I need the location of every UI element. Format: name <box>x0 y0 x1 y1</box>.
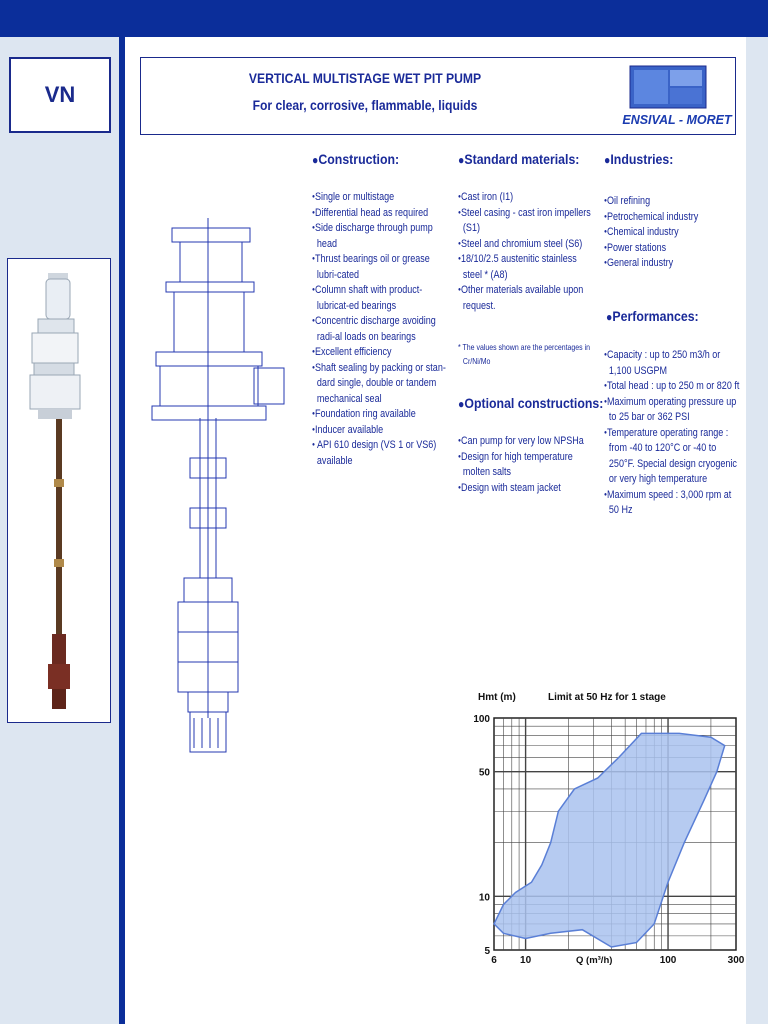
chart-xlabel: Q (m³/h) <box>576 955 613 966</box>
materials-note <box>458 340 606 368</box>
list-item: ● Other materials available upon request. <box>458 283 597 314</box>
note-line: Cr/Ni/Mo <box>462 356 491 366</box>
performances-heading: ●Performances: <box>606 308 699 324</box>
pump-photo-illustration <box>8 259 112 724</box>
industries-list <box>604 194 743 272</box>
list-item: ● Maximum operating pressure up to 25 bar or 362 PSI <box>604 395 743 426</box>
list-item: ● Design for high temperature molten salts <box>458 450 597 481</box>
model-code: VN <box>44 82 76 107</box>
top-banner <box>0 0 768 37</box>
list-item: ● General industry <box>604 256 743 272</box>
list-item: ● Total head : up to 250 m or 820 ft <box>604 379 743 395</box>
list-item: ● Shaft sealing by packing or stan-dard single, double or tandem mechanical seal <box>312 361 451 408</box>
materials-list <box>458 190 597 314</box>
list-item: ● Differential head as required <box>312 206 451 222</box>
chart-x-tick-label: 100 <box>659 955 677 966</box>
list-item: ● Inducer available <box>312 423 451 439</box>
list-item: ● Steel casing - cast iron impellers (S1) <box>458 206 597 237</box>
performance-chart-svg <box>470 688 750 978</box>
construction-heading: ●Construction: <box>312 151 400 167</box>
chart-y-tick-label: 50 <box>478 767 490 779</box>
construction-title: Construction: <box>318 151 400 167</box>
list-item: ● Single or multistage <box>312 190 451 206</box>
list-item: ● Maximum speed : 3,000 rpm at 50 Hz <box>604 488 743 519</box>
optional-list <box>458 434 597 496</box>
company-logo <box>620 62 734 130</box>
list-item: ● Power stations <box>604 241 743 257</box>
optional-heading: ●Optional constructions: <box>458 395 604 411</box>
list-item: ● Excellent efficiency <box>312 345 451 361</box>
chart-x-tick-label: 300 <box>727 955 745 966</box>
list-item: ● Petrochemical industry <box>604 210 743 226</box>
list-item: ● Thrust bearings oil or grease lubri-cated <box>312 252 451 283</box>
chart-x-tick-label: 10 <box>520 955 532 966</box>
industries-heading: ●Industries: <box>604 151 674 167</box>
list-item: ● Oil refining <box>604 194 743 210</box>
list-item: ● Capacity : up to 250 m3/h or 1,100 USGPM <box>604 348 743 379</box>
chart-ylabel: Hmt (m) <box>478 692 516 703</box>
list-item: ● 18/10/2.5 austenitic stainless steel * (A8) <box>458 252 597 283</box>
page-subtitle: For clear, corrosive, flammable, liquids <box>252 98 478 113</box>
list-item: ● Foundation ring available <box>312 407 451 423</box>
list-item: ● Column shaft with product-lubricat-ed bearings <box>312 283 451 314</box>
performances-list <box>604 348 743 519</box>
construction-list <box>312 190 451 469</box>
list-item: ● Can pump for very low NPSHa <box>458 434 597 450</box>
materials-title: Standard materials: <box>464 151 580 167</box>
pump-cross-section-drawing <box>150 218 290 758</box>
performance-chart <box>470 688 750 978</box>
pump-photo <box>7 258 111 723</box>
optional-title: Optional constructions: <box>464 395 604 411</box>
performances-title: Performances: <box>612 308 699 324</box>
list-item: ● Side discharge through pump head <box>312 221 451 252</box>
list-item: ● Chemical industry <box>604 225 743 241</box>
chart-y-tick-label: 100 <box>473 714 490 725</box>
list-item: ● API 610 design (VS 1 or VS6) available <box>312 438 451 469</box>
list-item: ● Cast iron (I1) <box>458 190 597 206</box>
list-item: ● Design with steam jacket <box>458 481 597 497</box>
model-code-box <box>9 57 111 133</box>
note-line: * The values shown are the percentages in <box>458 342 591 352</box>
chart-y-tick-label: 10 <box>478 892 490 904</box>
materials-heading: ●Standard materials: <box>458 151 580 167</box>
page-title: VERTICAL MULTISTAGE WET PIT PUMP <box>248 71 482 86</box>
industries-title: Industries: <box>610 151 674 167</box>
list-item: ● Temperature operating range : from -40 to 120°C or -40 to 250°F. Special design cryogenic or very high temperature <box>604 426 743 488</box>
list-item: ● Steel and chromium steel (S6) <box>458 237 597 253</box>
logo-text: ENSIVAL - MORET <box>622 113 732 127</box>
list-item: ● Concentric discharge avoiding radi-al loads on bearings <box>312 314 451 345</box>
chart-y-tick-label: 5 <box>484 946 490 957</box>
chart-title: Limit at 50 Hz for 1 stage <box>548 692 666 703</box>
chart-x-tick-label: 6 <box>491 955 497 966</box>
